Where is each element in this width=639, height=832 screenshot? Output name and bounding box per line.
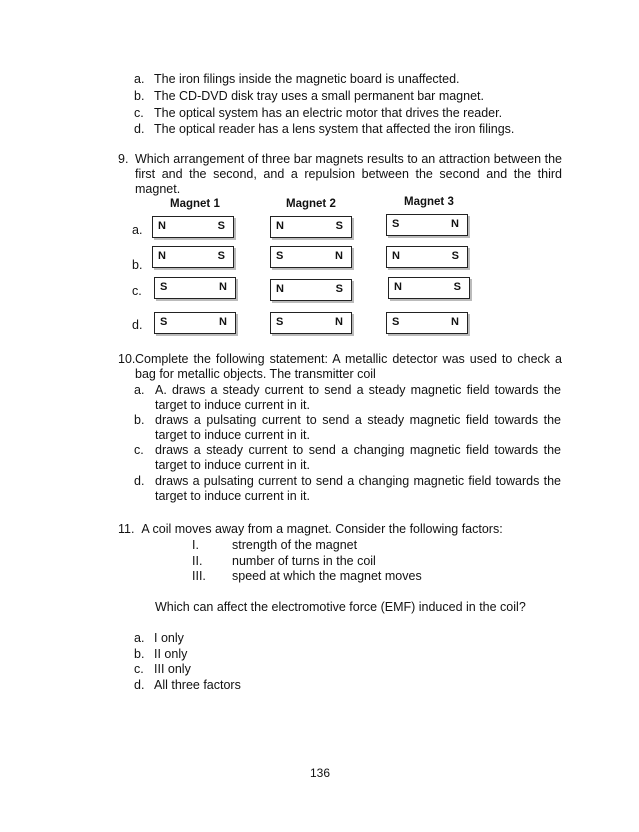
q11-option-a: a. I only (134, 631, 184, 645)
q10-option-a-text: A. draws a steady current to send a steady magnetic field towards the target to induce current in it. (155, 383, 561, 412)
q11-factor-3-numeral: III. (192, 569, 206, 583)
q11-option-d: d. All three factors (134, 678, 241, 692)
magnet-3-header: Magnet 3 (404, 196, 454, 208)
magnet-2-header: Magnet 2 (286, 198, 336, 210)
q11-factor-1-text: strength of the magnet (232, 538, 358, 552)
q8-option-b: b. The CD-DVD disk tray uses a small permanent bar magnet. (134, 89, 484, 103)
bar-magnet: N S (270, 279, 352, 301)
q11-number: 11. (118, 522, 135, 536)
q11-factor-3-text: speed at which the magnet moves (232, 569, 422, 583)
bar-magnet: S N (386, 312, 468, 334)
bar-magnet: S N (386, 214, 468, 236)
q8-option-c: c. The optical system has an electric motor that drives the reader. (134, 106, 503, 120)
q8-option-d: d. The optical reader has a lens system that affected the iron filings. (134, 122, 515, 136)
q10-option-d-letter: d. (134, 474, 145, 488)
q9-option-b-label: b. (132, 258, 143, 272)
bar-magnet: N S (270, 216, 352, 238)
q9-number: 9. (118, 152, 129, 166)
q9-option-a-label: a. (132, 223, 143, 237)
q8-option-a: a. The iron filings inside the magnetic board is unaffected. (134, 72, 460, 86)
page-number: 136 (310, 766, 331, 780)
bar-magnet: S N (154, 277, 236, 299)
magnet-1-header: Magnet 1 (170, 198, 220, 210)
q11-stem (118, 522, 503, 536)
bar-magnet: N S (388, 277, 470, 299)
q10-option-d-text: draws a pulsating current to send a changing magnetic field towards the target to induce current in it. (155, 474, 561, 503)
q10-number: 10. (118, 352, 136, 366)
q9-option-d-label: d. (132, 318, 143, 332)
q11-question: Which can affect the electromotive force (EMF) induced in the coil? (155, 600, 526, 614)
q9-text: Which arrangement of three bar magnets results to an attraction between the first and the second, and a repulsion between the second and the third magnet. (135, 152, 562, 196)
q11-option-c: c. III only (134, 662, 191, 676)
q10-text: Complete the following statement: A metallic detector was used to check a bag for metallic objects. The transmitter coil (135, 352, 562, 381)
bar-magnet: S N (270, 312, 352, 334)
bar-magnet: N S (152, 216, 234, 238)
q10-option-a-letter: a. (134, 383, 145, 397)
q10-option-c-letter: c. (134, 443, 144, 457)
q11-option-b: b. II only (134, 647, 188, 661)
q11-text: A coil moves away from a magnet. Consider the following factors: (141, 522, 503, 536)
bar-magnet: N S (152, 246, 234, 268)
q10-option-b-text: draws a pulsating current to send a steady magnetic field towards the target to induce current in it. (155, 413, 561, 442)
q11-factor-2-text: number of turns in the coil (232, 554, 376, 568)
bar-magnet: S N (154, 312, 236, 334)
bar-magnet: S N (270, 246, 352, 268)
bar-magnet: N S (386, 246, 468, 268)
q10-option-b-letter: b. (134, 413, 145, 427)
q9-option-c-label: c. (132, 284, 142, 298)
q11-factor-1-numeral: I. (192, 538, 199, 552)
q10-option-c-text: draws a steady current to send a changing magnetic field towards the target to induce current in it. (155, 443, 561, 472)
q11-factor-2-numeral: II. (192, 554, 203, 568)
